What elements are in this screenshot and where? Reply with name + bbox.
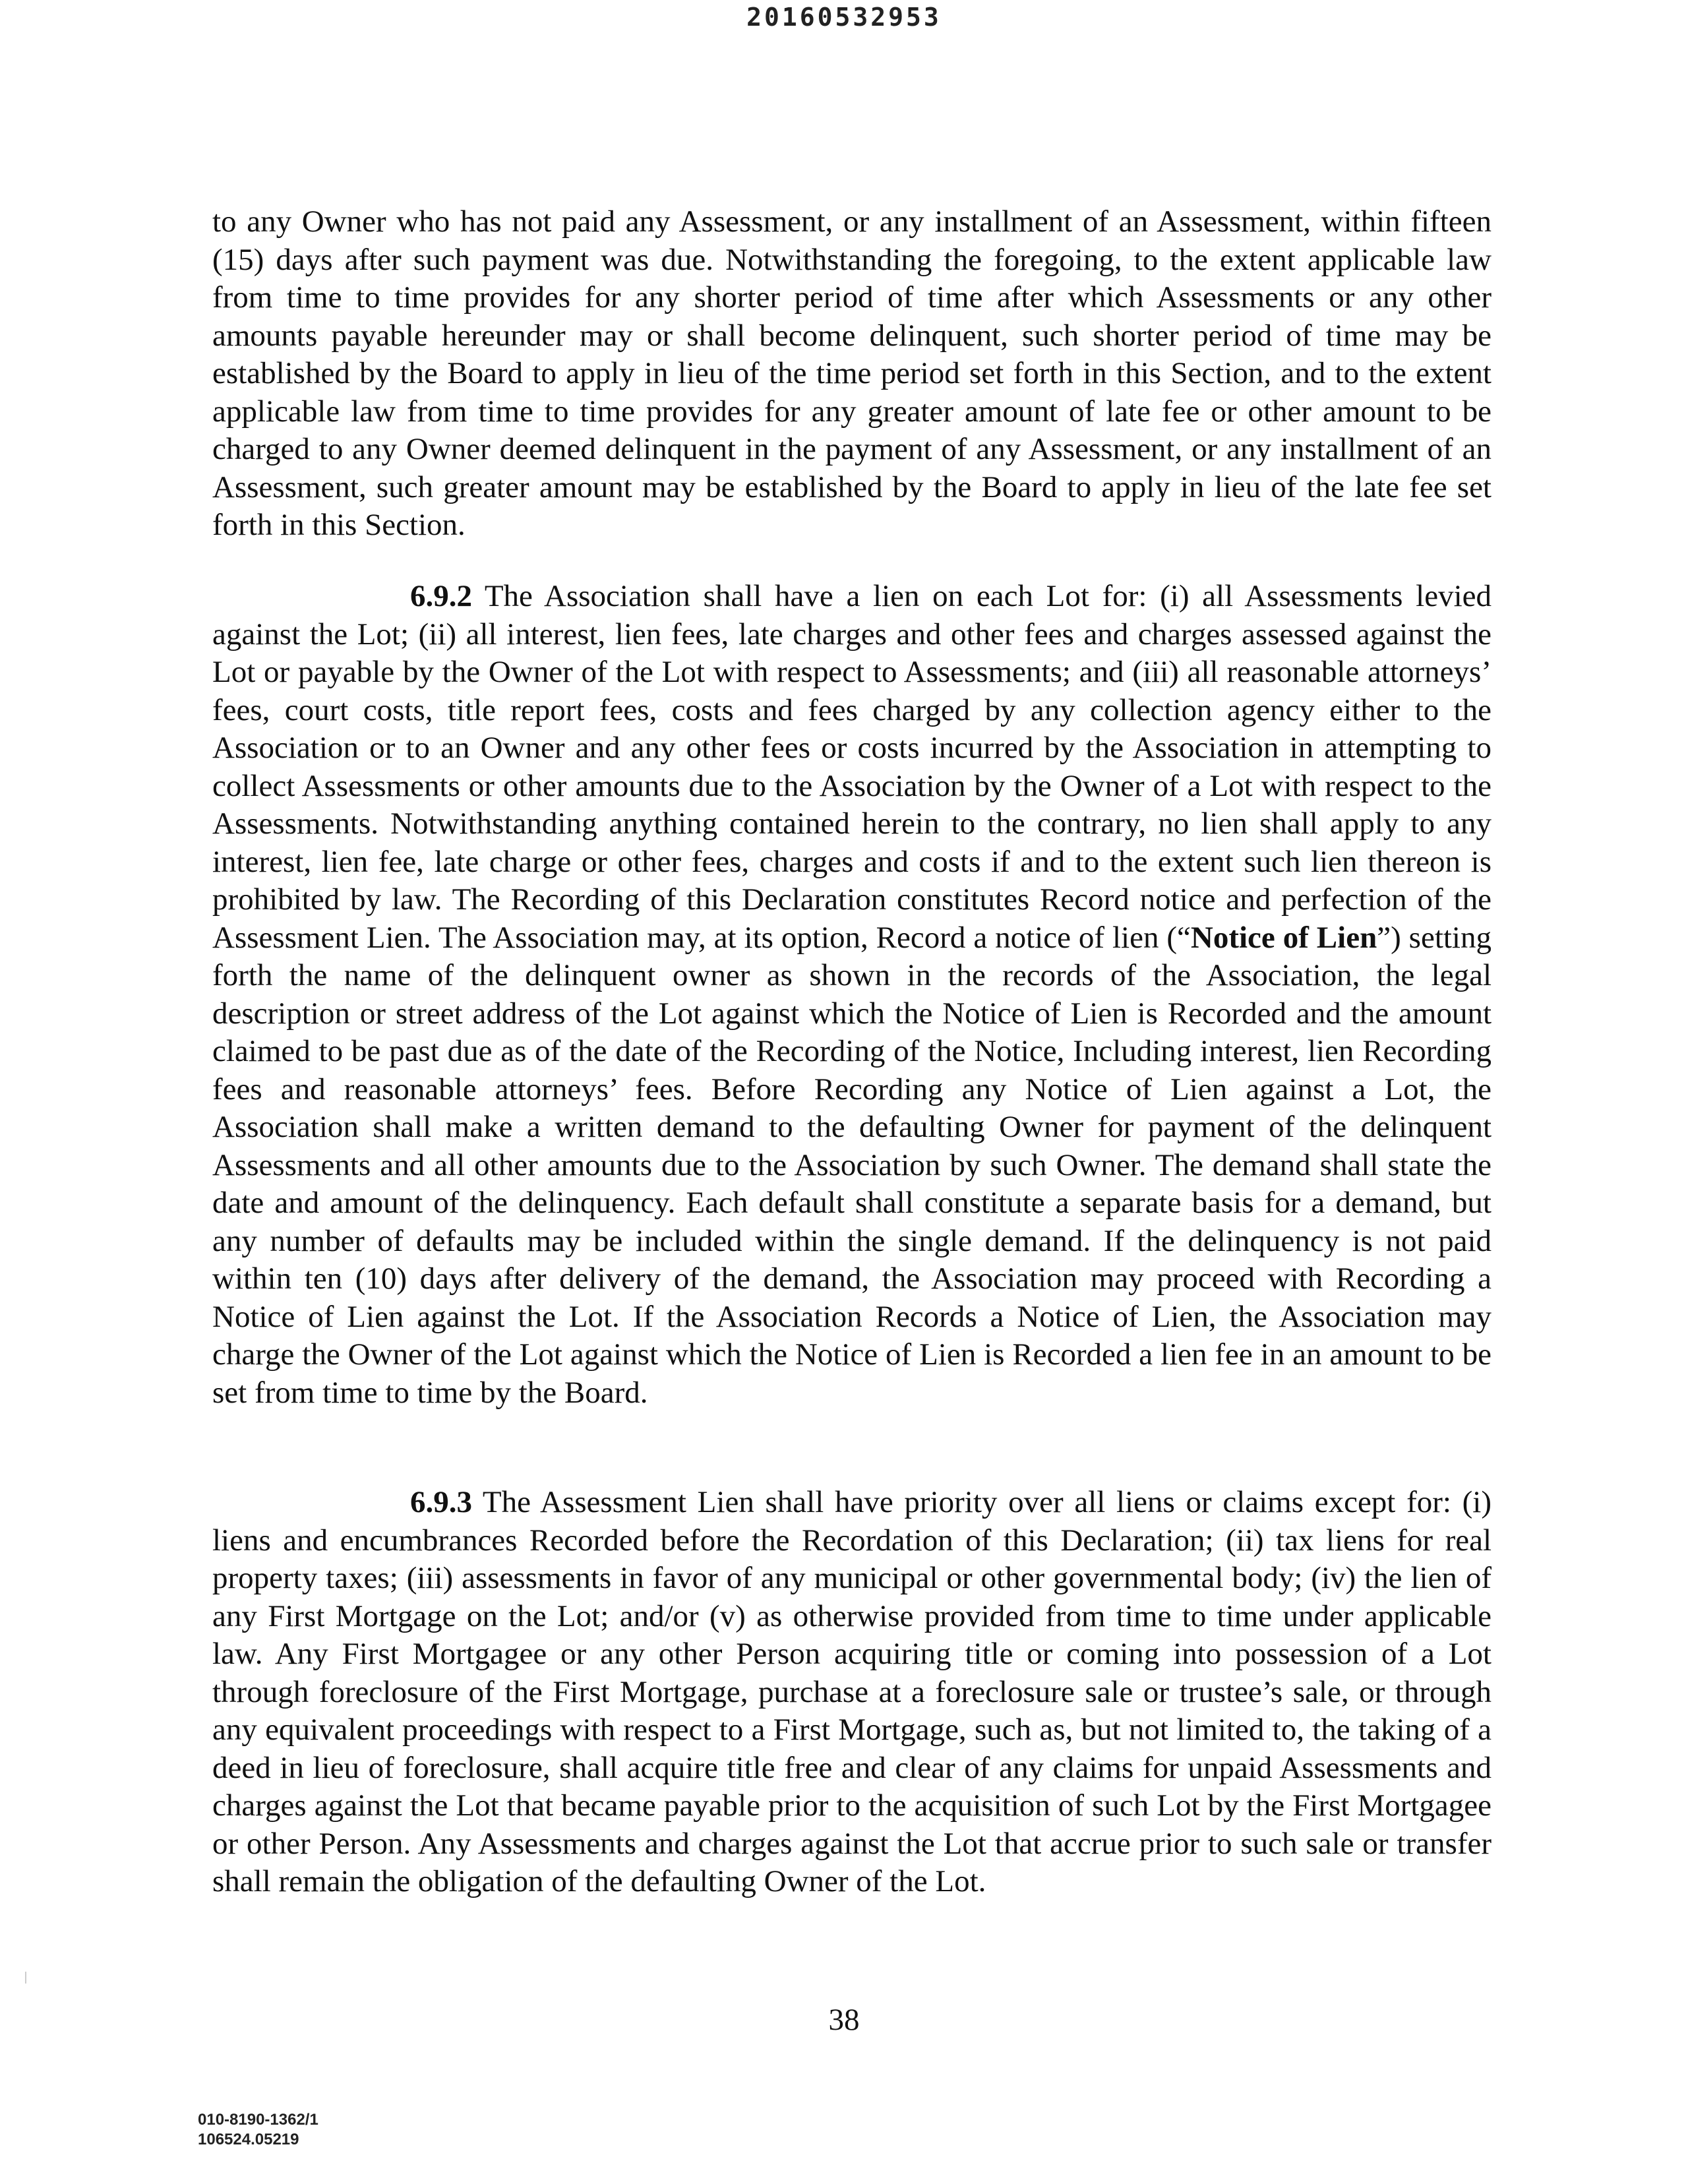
recording-number: 20160532953: [746, 3, 942, 32]
page-number: 38: [828, 2003, 860, 2037]
defined-term-notice-of-lien: Notice of Lien: [1190, 920, 1377, 955]
section-number: 6.9.3: [410, 1485, 472, 1519]
scan-margin-mark: [25, 1972, 26, 1984]
section-6-9-2: [212, 578, 1492, 1412]
section-text: The Assessment Lien shall have priority over all liens or claims except for: (i) liens and encumbrances Recorded before the Recordation of this Declaration; (ii) tax liens for real property taxes; (iii) assessments in favor of any municipal or other governmental body; (iv) the lien of any First Mortgage on the Lot; and/or (v) as otherwise provided from time to time under applicable law. Any First Mortgagee or any other Person acquiring title or coming into possession of a Lot through foreclosure of the First Mortgage, purchase at a foreclosure sale or trustee’s sale, or through any equivalent proceedings with respect to a First Mortgage, such as, but not limited to, the taking of a deed in lieu of foreclosure, shall acquire title free and clear of any claims for unpaid Assessments and charges against the Lot that became payable prior to the acquisition of such Lot by the First Mortgagee or other Person. Any Assessments and charges against the Lot that accrue prior to such sale or transfer shall remain the obligation of the defaulting Owner of the Lot.: [212, 1485, 1492, 1898]
footer-ref-line-2: 106524.05219: [198, 2131, 299, 2148]
paragraph-continuation: [212, 203, 1492, 545]
section-6-9-3: [212, 1484, 1492, 1901]
paragraph-text: to any Owner who has not paid any Assessment, or any installment of an Assessment, within fifteen (15) days after such payment was due. Notwithstanding the foregoing, to the extent applicable law from time to time provides for any shorter period of time after which Assessments or any other amounts payable hereunder may or shall become delinquent, such shorter period of time may be established by the Board to apply in lieu of the time period set forth in this Section, and to the extent applicable law from time to time provides for any greater amount of late fee or other amount to be charged to any Owner deemed delinquent in the payment of any Assessment, or any installment of an Assessment, such greater amount may be established by the Board to apply in lieu of the late fee set forth in this Section.: [212, 204, 1492, 542]
footer-reference: [198, 2110, 318, 2150]
section-paragraph: [212, 1484, 1492, 1901]
section-text-part-b: ”) setting forth the name of the delinquent owner as shown in the records of the Association, the legal description or street address of the Lot against which the Notice of Lien is Recorded and the amount claimed to be past due as of the date of the Recording of the Notice, Including interest, lien Recording fees and reasonable attorneys’ fees. Before Recording any Notice of Lien against a Lot, the Association shall make a written demand to the defaulting Owner for payment of the delinquent Assessments and all other amounts due to the Association by such Owner. The demand shall state the date and amount of the delinquency. Each default shall constitute a separate basis for a demand, but any number of defaults may be included within the single demand. If the delinquency is not paid within ten (10) days after delivery of the demand, the Association may proceed with Recording a Notice of Lien against the Lot. If the Association Records a Notice of Lien, the Association may charge the Owner of the Lot against which the Notice of Lien is Recorded a lien fee in an amount to be set from time to time by the Board.: [212, 920, 1492, 1410]
section-paragraph: [212, 578, 1492, 1412]
section-text-part-a: The Association shall have a lien on each Lot for: (i) all Assessments levied against the Lot; (ii) all interest, lien fees, late charges and other fees and charges assessed against the Lot or payable by the Owner of the Lot with respect to Assessments; and (iii) all reasonable attorneys’ fees, court costs, title report fees, costs and fees charged by any collection agency either to the Association or to an Owner and any other fees or costs incurred by the Association in attempting to collect Assessments or other amounts due to the Association by the Owner of a Lot with respect to the Assessments. Notwithstanding anything contained herein to the contrary, no lien shall apply to any interest, lien fee, late charge or other fees, charges and costs if and to the extent such lien thereon is prohibited by law. The Recording of this Declaration constitutes Record notice and perfection of the Assessment Lien. The Association may, at its option, Record a notice of lien (“: [212, 579, 1492, 955]
footer-ref-line-1: 010-8190-1362/1: [198, 2111, 318, 2129]
section-number: 6.9.2: [410, 579, 472, 613]
